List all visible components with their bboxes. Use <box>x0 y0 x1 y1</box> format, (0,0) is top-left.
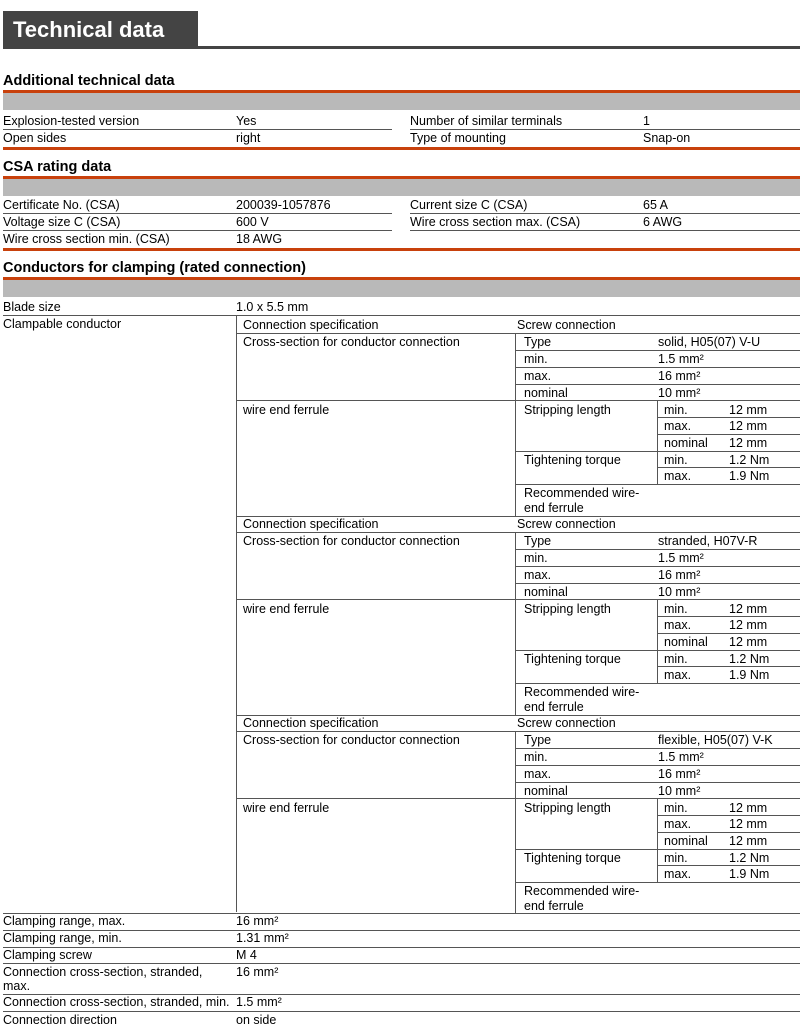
row-value: 200039-1057876 <box>236 198 331 212</box>
row-divider <box>515 748 800 749</box>
connection-spec-label: Connection specification <box>243 716 379 730</box>
row-divider <box>657 434 800 435</box>
section-end-divider <box>3 147 800 150</box>
nominal-value: 10 mm² <box>658 386 701 400</box>
col-border <box>515 532 516 715</box>
strip-nominal-label: nominal <box>664 436 708 450</box>
strip-min-label: min. <box>664 602 688 616</box>
torque-min-label: min. <box>664 652 688 666</box>
row-divider <box>657 616 800 617</box>
row-divider <box>515 782 800 783</box>
row-value: 1 <box>643 114 650 128</box>
col-border <box>657 599 658 683</box>
strip-max-value: 12 mm <box>729 817 768 831</box>
torque-min-value: 1.2 Nm <box>729 851 770 865</box>
nominal-label: nominal <box>524 585 568 599</box>
torque-label: Tightening torque <box>524 453 621 467</box>
row-label: Type of mounting <box>410 131 506 145</box>
section-header-band <box>3 93 800 110</box>
cross-section-label: Cross-section for conductor connection <box>243 733 460 747</box>
row-value: 600 V <box>236 215 269 229</box>
strip-nominal-value: 12 mm <box>729 436 768 450</box>
row-value: Yes <box>236 114 257 128</box>
connection-spec-label: Connection specification <box>243 318 379 332</box>
min-value: 1.5 mm² <box>658 352 704 366</box>
row-divider <box>515 849 800 850</box>
row-divider <box>236 333 800 334</box>
section-additional-technical-data <box>3 72 800 110</box>
row-label: Voltage size C (CSA) <box>3 215 121 229</box>
connection-spec-value: Screw connection <box>517 716 616 730</box>
nominal-label: nominal <box>524 386 568 400</box>
connection-spec-value: Screw connection <box>517 517 616 531</box>
nominal-label: nominal <box>524 784 568 798</box>
type-label: Type <box>524 733 552 747</box>
row-divider <box>3 963 800 964</box>
section-csa-rating-data <box>3 158 800 196</box>
row-divider <box>236 599 800 600</box>
stripping-length-label: Stripping length <box>524 801 611 815</box>
max-label: max. <box>524 369 552 383</box>
nominal-value: 10 mm² <box>658 585 701 599</box>
row-divider <box>515 765 800 766</box>
row-value: Snap-on <box>643 131 691 145</box>
blade-size-value: 1.0 x 5.5 mm <box>236 300 309 314</box>
torque-max-label: max. <box>664 867 692 881</box>
strip-max-label: max. <box>664 618 692 632</box>
recommended-ferrule-label-cont: end ferrule <box>524 899 584 913</box>
max-label: max. <box>524 767 552 781</box>
stripping-length-label: Stripping length <box>524 602 611 616</box>
strip-min-value: 12 mm <box>729 801 768 815</box>
row-value: 16 mm² <box>236 965 279 979</box>
section-title: CSA rating data <box>3 159 112 175</box>
row-divider <box>515 650 800 651</box>
col-border <box>515 731 516 914</box>
strip-nominal-label: nominal <box>664 635 708 649</box>
torque-label: Tightening torque <box>524 652 621 666</box>
row-label: Connection direction <box>3 1013 117 1027</box>
page-title-bar <box>3 11 800 49</box>
max-value: 16 mm² <box>658 568 701 582</box>
section-title: Additional technical data <box>3 73 175 89</box>
min-value: 1.5 mm² <box>658 750 704 764</box>
strip-min-value: 12 mm <box>729 403 768 417</box>
row-label: Clamping screw <box>3 948 92 962</box>
row-divider <box>515 367 800 368</box>
row-label: Connection cross-section, stranded, <box>3 965 203 979</box>
strip-min-label: min. <box>664 403 688 417</box>
row-divider <box>236 532 800 533</box>
torque-max-value: 1.9 Nm <box>729 469 770 483</box>
recommended-ferrule-label: Recommended wire- <box>524 486 640 500</box>
strip-nominal-value: 12 mm <box>729 635 768 649</box>
page-title: Technical data <box>3 11 198 46</box>
ferrule-label: wire end ferrule <box>243 602 330 616</box>
strip-nominal-value: 12 mm <box>729 834 768 848</box>
row-label: Explosion-tested version <box>3 114 140 128</box>
torque-min-label: min. <box>664 851 688 865</box>
recommended-ferrule-label-cont: end ferrule <box>524 501 584 515</box>
min-label: min. <box>524 551 548 565</box>
cross-section-label: Cross-section for conductor connection <box>243 335 460 349</box>
torque-max-value: 1.9 Nm <box>729 867 770 881</box>
row-value: right <box>236 131 261 145</box>
torque-min-value: 1.2 Nm <box>729 453 770 467</box>
blade-size-label: Blade size <box>3 300 61 314</box>
row-label: Wire cross section min. (CSA) <box>3 232 170 246</box>
max-value: 16 mm² <box>658 767 701 781</box>
min-label: min. <box>524 750 548 764</box>
row-value: 1.5 mm² <box>236 995 282 1009</box>
max-label: max. <box>524 568 552 582</box>
type-value: stranded, H07V-R <box>658 534 758 548</box>
row-label: Number of similar terminals <box>410 114 563 128</box>
row-divider <box>657 666 800 667</box>
min-label: min. <box>524 352 548 366</box>
row-divider <box>515 683 800 684</box>
recommended-ferrule-label: Recommended wire- <box>524 884 640 898</box>
row-divider <box>515 549 800 550</box>
row-divider <box>236 731 800 732</box>
row-divider <box>236 400 800 401</box>
section-title: Conductors for clamping (rated connection) <box>3 260 306 276</box>
row-label: Clamping range, min. <box>3 931 122 945</box>
strip-max-value: 12 mm <box>729 618 768 632</box>
row-divider <box>515 583 800 584</box>
row-divider <box>657 467 800 468</box>
torque-min-label: min. <box>664 453 688 467</box>
section-header-band <box>3 179 800 196</box>
recommended-ferrule-label-cont: end ferrule <box>524 700 584 714</box>
ferrule-label: wire end ferrule <box>243 403 330 417</box>
nominal-value: 10 mm² <box>658 784 701 798</box>
row-divider <box>515 566 800 567</box>
max-value: 16 mm² <box>658 369 701 383</box>
row-divider <box>657 417 800 418</box>
type-label: Type <box>524 534 552 548</box>
row-divider <box>657 865 800 866</box>
row-divider <box>515 882 800 883</box>
row-divider <box>657 633 800 634</box>
min-value: 1.5 mm² <box>658 551 704 565</box>
row-divider <box>410 230 800 231</box>
row-label: Clamping range, max. <box>3 914 126 928</box>
strip-nominal-label: nominal <box>664 834 708 848</box>
strip-max-value: 12 mm <box>729 419 768 433</box>
type-value: flexible, H05(07) V-K <box>658 733 773 747</box>
clampable-conductor-label: Clampable conductor <box>3 317 122 331</box>
strip-min-label: min. <box>664 801 688 815</box>
row-value: M 4 <box>236 948 257 962</box>
section-end-divider <box>3 248 800 251</box>
type-label: Type <box>524 335 552 349</box>
type-value: solid, H05(07) V-U <box>658 335 761 349</box>
strip-min-value: 12 mm <box>729 602 768 616</box>
section-conductors-for-clamping <box>3 259 800 297</box>
torque-max-label: max. <box>664 469 692 483</box>
strip-max-label: max. <box>664 419 692 433</box>
row-divider <box>515 384 800 385</box>
row-value: on side <box>236 1013 277 1027</box>
torque-max-value: 1.9 Nm <box>729 668 770 682</box>
row-label-cont: max. <box>3 979 31 993</box>
row-value: 65 A <box>643 198 669 212</box>
row-divider <box>657 832 800 833</box>
stripping-length-label: Stripping length <box>524 403 611 417</box>
row-label: Certificate No. (CSA) <box>3 198 120 212</box>
row-divider <box>657 815 800 816</box>
row-divider <box>515 451 800 452</box>
col-border <box>515 333 516 516</box>
row-value: 16 mm² <box>236 914 279 928</box>
ferrule-label: wire end ferrule <box>243 801 330 815</box>
section-header-band <box>3 280 800 297</box>
row-divider <box>3 1011 800 1012</box>
row-label: Connection cross-section, stranded, min. <box>3 995 230 1009</box>
row-divider <box>3 947 800 948</box>
row-value: 1.31 mm² <box>236 931 289 945</box>
row-value: 6 AWG <box>643 215 683 229</box>
row-label: Current size C (CSA) <box>410 198 528 212</box>
cross-section-label: Cross-section for conductor connection <box>243 534 460 548</box>
row-divider <box>3 930 800 931</box>
col-border <box>657 798 658 882</box>
row-divider <box>236 798 800 799</box>
row-label: Open sides <box>3 131 67 145</box>
row-label: Wire cross section max. (CSA) <box>410 215 581 229</box>
col-border <box>657 400 658 484</box>
row-divider <box>3 315 800 316</box>
connection-spec-label: Connection specification <box>243 517 379 531</box>
row-divider <box>515 484 800 485</box>
torque-min-value: 1.2 Nm <box>729 652 770 666</box>
torque-max-label: max. <box>664 668 692 682</box>
torque-label: Tightening torque <box>524 851 621 865</box>
connection-spec-value: Screw connection <box>517 318 616 332</box>
nested-table-border <box>236 316 237 912</box>
row-value: 18 AWG <box>236 232 283 246</box>
row-divider <box>515 350 800 351</box>
recommended-ferrule-label: Recommended wire- <box>524 685 640 699</box>
strip-max-label: max. <box>664 817 692 831</box>
